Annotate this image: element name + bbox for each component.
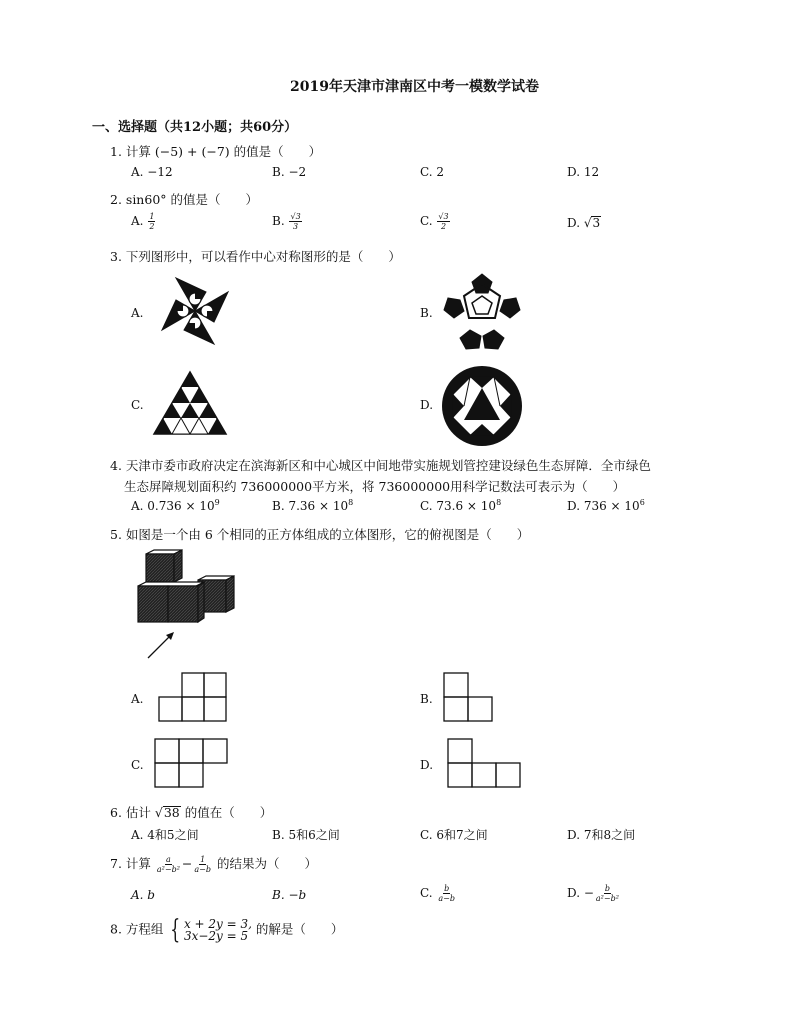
q7-option-d-prefix: D. − bbox=[567, 886, 594, 900]
q4-c-exponent: 8 bbox=[496, 498, 502, 507]
q7-c-numerator: b bbox=[444, 884, 450, 893]
q2-c-denominator: 2 bbox=[440, 222, 447, 231]
q2-option-a-fraction bbox=[148, 212, 155, 231]
q2-a-numerator: 1 bbox=[149, 212, 155, 221]
section-heading: 一、选择题（共12小题；共60分） bbox=[92, 120, 298, 135]
q1-option-c: C. 2 bbox=[420, 165, 445, 179]
q5-grid-d bbox=[447, 738, 523, 788]
q6-option-c: C. 6和7之间 bbox=[420, 828, 488, 842]
q7-stem-pre: 7. 计算 bbox=[110, 856, 151, 871]
q3-figure-a-pinwheel bbox=[154, 270, 236, 352]
q6-stem-post: 的值在（ ） bbox=[184, 805, 273, 820]
page-title: 2019年天津市津南区中考一模数学试卷 bbox=[290, 79, 539, 95]
q7-stem-post: 的结果为（ ） bbox=[216, 856, 317, 871]
q7-d-denominator: a²−b² bbox=[595, 894, 619, 903]
q4-a-exponent: 9 bbox=[214, 498, 220, 507]
q2-option-a-prefix: A. bbox=[131, 214, 144, 228]
q3-option-a: A. bbox=[131, 306, 144, 320]
question-3-stem: 3. 下列图形中，可以看作中心对称图形的是（ ） bbox=[110, 249, 401, 264]
q2-c-numerator: √3 bbox=[438, 212, 449, 221]
q2-option-a bbox=[131, 212, 156, 231]
q4-b-text: B. 7.36 × 10 bbox=[272, 499, 349, 513]
q7-c-denominator: a−b bbox=[438, 894, 455, 903]
q5-option-c: C. bbox=[131, 758, 144, 772]
question-1-stem: 1. 计算 (−5) + (−7) 的值是（ ） bbox=[110, 144, 322, 159]
q4-option-a bbox=[131, 498, 220, 513]
q1-option-a: A. −12 bbox=[131, 165, 173, 179]
q2-option-b-prefix: B. bbox=[272, 214, 285, 228]
q7-f2-numerator: 1 bbox=[200, 855, 206, 864]
q7-option-c-prefix: C. bbox=[420, 886, 433, 900]
q1-option-d: D. 12 bbox=[567, 165, 600, 179]
q5-grid-c bbox=[154, 738, 230, 788]
q4-option-b bbox=[272, 498, 353, 513]
q3-option-b: B. bbox=[420, 306, 433, 320]
q5-option-a: A. bbox=[131, 692, 144, 706]
q5-grid-a bbox=[158, 672, 230, 722]
q5-grid-b bbox=[443, 672, 495, 722]
q2-option-b bbox=[272, 212, 303, 231]
question-4-stem-line1: 4. 天津市委市政府决定在滨海新区和中心城区中间地带实施规划管控建设绿色生态屏障．全市绿色 bbox=[110, 458, 651, 473]
q7-f1-numerator: a bbox=[166, 855, 171, 864]
q2-b-numerator: √3 bbox=[290, 212, 301, 221]
q5-option-d: D. bbox=[420, 758, 434, 772]
q7-f2-denominator: a−b bbox=[194, 865, 211, 874]
q4-d-text: D. 736 × 10 bbox=[567, 499, 640, 513]
q6-option-a: A. 4和5之间 bbox=[131, 828, 199, 842]
q7-fraction-1 bbox=[156, 855, 181, 874]
q2-option-d-prefix: D. bbox=[567, 216, 581, 230]
q1-option-b: B. −2 bbox=[272, 165, 307, 179]
q8-equation-system bbox=[167, 915, 252, 945]
q2-option-c bbox=[420, 212, 451, 231]
question-7-stem bbox=[110, 854, 317, 874]
q4-b-exponent: 8 bbox=[348, 498, 354, 507]
q2-option-c-fraction bbox=[437, 212, 449, 231]
q6-stem-pre: 6. 估计 bbox=[110, 805, 151, 820]
question-8-stem bbox=[110, 915, 344, 945]
q4-a-text: A. 0.736 × 10 bbox=[131, 499, 215, 513]
q6-option-d: D. 7和8之间 bbox=[567, 828, 636, 842]
q3-option-c: C. bbox=[131, 398, 144, 412]
q4-option-c bbox=[420, 498, 501, 513]
q2-option-c-prefix: C. bbox=[420, 214, 433, 228]
q5-cube-solid-figure bbox=[136, 550, 240, 662]
q8-stem-pre: 8. 方程组 bbox=[110, 921, 164, 937]
q7-f1-denominator: a²−b² bbox=[156, 865, 180, 874]
question-4-stem-line2: 生态屏障规划面积约 736000000平方米，将 736000000用科学记数法可表示为（ ） bbox=[124, 479, 626, 494]
q4-option-d bbox=[567, 498, 645, 513]
q8-equation-1: x + 2y = 3, bbox=[183, 917, 252, 931]
q7-option-a: A. b bbox=[131, 888, 155, 902]
q2-option-b-fraction bbox=[289, 212, 301, 231]
q8-equation-2: 3x−2y = 5 bbox=[183, 929, 249, 943]
q2-a-denominator: 2 bbox=[149, 222, 155, 231]
question-6-stem: 6. 估计 √38 的值在（ ） bbox=[110, 805, 273, 820]
q6-radicand: 38 bbox=[163, 805, 180, 820]
q4-c-text: C. 73.6 × 10 bbox=[420, 499, 497, 513]
q8-brace: { bbox=[170, 915, 181, 945]
q7-option-c-fraction bbox=[437, 884, 456, 903]
q7-minus: − bbox=[181, 856, 193, 871]
q4-d-exponent: 6 bbox=[639, 498, 645, 507]
q2-option-d: D. √3 bbox=[567, 216, 601, 230]
q6-option-b: B. 5和6之间 bbox=[272, 828, 340, 842]
q8-stem-post: 的解是（ ） bbox=[255, 921, 344, 937]
q7-option-d bbox=[567, 884, 621, 903]
q5-option-b: B. bbox=[420, 692, 433, 706]
q7-option-b: B. −b bbox=[272, 888, 307, 902]
q7-option-d-fraction bbox=[595, 884, 620, 903]
q7-fraction-2 bbox=[193, 855, 212, 874]
q2-d-radicand: 3 bbox=[592, 216, 601, 230]
q3-figure-d-circle-octagon bbox=[440, 364, 524, 448]
q3-figure-b-pentagons bbox=[440, 272, 524, 352]
q7-d-numerator: b bbox=[604, 884, 610, 893]
q2-b-denominator: 3 bbox=[293, 222, 299, 231]
q3-option-d: D. bbox=[420, 398, 434, 412]
question-5-stem: 5. 如图是一个由 6 个相同的正方体组成的立体图形，它的俯视图是（ ） bbox=[110, 527, 530, 542]
q3-figure-c-triangle bbox=[152, 370, 228, 436]
question-2-stem: 2. sin60° 的值是（ ） bbox=[110, 192, 258, 207]
q7-option-c bbox=[420, 884, 457, 903]
